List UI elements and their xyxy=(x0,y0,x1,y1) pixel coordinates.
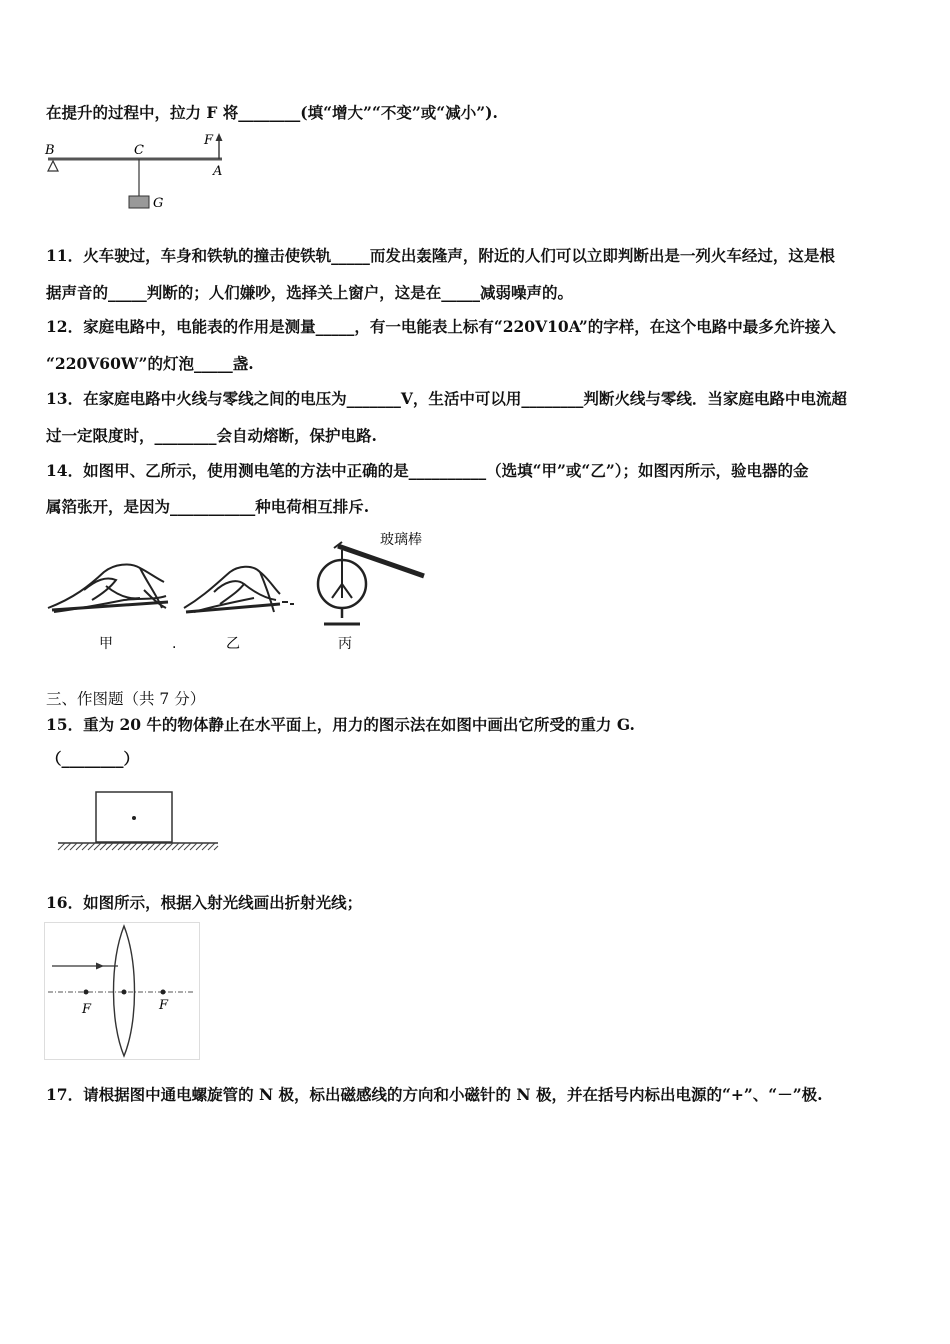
q15-answer-blank: （________） xyxy=(46,749,140,768)
force-arrowhead xyxy=(216,133,223,141)
hand-jia-drawing xyxy=(48,565,168,612)
focus-right-label: F xyxy=(159,998,169,1013)
q14-text-2: 属箔张开，是因为___________种电荷相互排斥. xyxy=(46,497,370,516)
label-f: F xyxy=(204,133,214,148)
weight-block xyxy=(129,196,149,208)
caption-dot: . xyxy=(172,636,177,652)
glass-rod-label: 玻璃棒 xyxy=(380,532,422,548)
block-on-surface-figure xyxy=(56,788,222,856)
caption-yi: 乙 xyxy=(226,636,240,652)
q17-text: 17．请根据图中通电螺旋管的 N 极，标出磁感线的方向和小磁针的 N 极，并在括号内标出电源的“+”、“－”极. xyxy=(46,1085,823,1104)
block-center-dot xyxy=(132,816,136,820)
label-g: G xyxy=(153,196,164,211)
caption-jia: 甲 xyxy=(99,636,113,652)
q12-text-1: 12．家庭电路中，电能表的作用是测量_____，有一电能表上标有“220V10A”的字样，在这个电路中最多允许接入 xyxy=(46,317,836,336)
lever-figure xyxy=(42,130,242,214)
caption-bing: 丙 xyxy=(338,636,352,652)
hand-yi-drawing xyxy=(184,567,294,612)
label-a: A xyxy=(213,164,223,179)
focus-left-label: F xyxy=(82,1002,92,1017)
q16-text: 16．如图所示，根据入射光线画出折射光线； xyxy=(46,893,363,912)
q12-text-2: “220V60W”的灯泡_____盏. xyxy=(46,354,254,373)
q11-text-2: 据声音的_____判断的；人们嫌吵，选择关上窗户，这是在_____减弱噪声的。 xyxy=(46,283,574,302)
section-3-heading: 三、作图题（共 7 分） xyxy=(46,690,206,708)
convex-lens-figure xyxy=(44,922,200,1060)
q11-text-1: 11．火车驶过，车身和铁轨的撞击使铁轨_____而发出轰隆声，附近的人们可以立即判断出是一列火车经过，这是根 xyxy=(46,246,835,265)
test-pen-figure xyxy=(44,528,444,658)
label-b: B xyxy=(45,143,55,158)
incident-ray-arrowhead xyxy=(96,963,104,970)
q15-text: 15．重为 20 牛的物体静止在水平面上，用力的图示法在如图中画出它所受的重力 G. xyxy=(46,715,635,734)
electroscope-drawing xyxy=(318,542,424,624)
optical-center-dot xyxy=(122,990,127,995)
focus-left-dot xyxy=(84,990,89,995)
focus-right-dot xyxy=(161,990,166,995)
label-c: C xyxy=(134,143,144,158)
q10-tail-text: 在提升的过程中，拉力 F 将________(填“增大”“不变”或“减小”). xyxy=(46,103,498,122)
fulcrum-triangle xyxy=(48,161,58,171)
q13-text-2: 过一定限度时，________会自动熔断，保护电路. xyxy=(46,426,377,445)
q13-text-1: 13．在家庭电路中火线与零线之间的电压为_______V，生活中可以用________判断火线与零线．当家庭电路中电流超 xyxy=(46,389,847,408)
ground-hatching xyxy=(58,843,218,850)
q14-text-1: 14．如图甲、乙所示，使用测电笔的方法中正确的是__________（选填“甲”或“乙”）；如图丙所示，验电器的金 xyxy=(46,461,809,480)
